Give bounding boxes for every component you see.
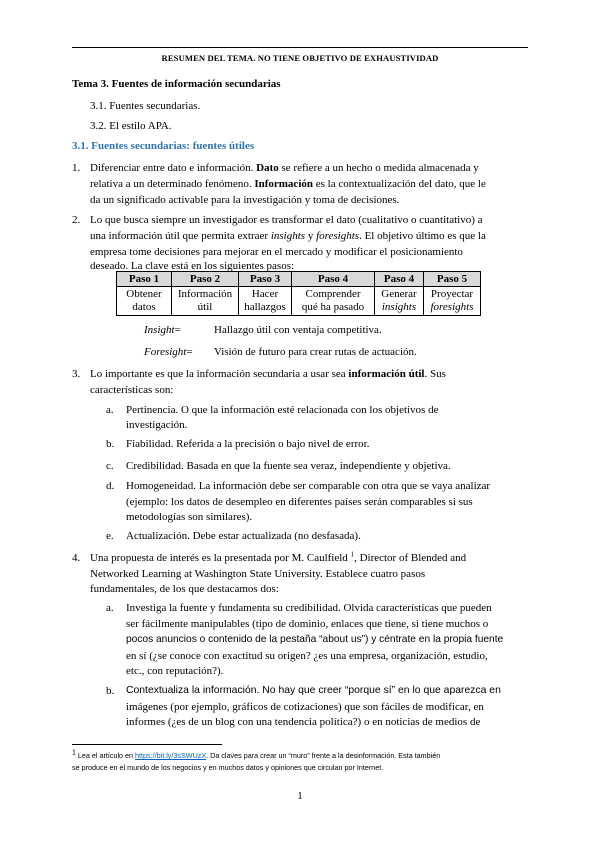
sub-letter: d. — [106, 480, 115, 492]
tema-title: Tema 3. Fuentes de información secundarias — [72, 78, 281, 90]
sub-line: (ejemplo: los datos de desempleo en diferentes países serán comparables si sus — [126, 496, 473, 508]
table-cell: Generar insights — [375, 287, 424, 316]
item2-line-2: una información útil que permita extraer insights y foresights. El objetivo último es que la — [90, 230, 486, 242]
table-header-cell: Paso 5 — [424, 272, 481, 287]
item-number: 2. — [72, 214, 81, 226]
item3-line-2: características son: — [90, 384, 174, 396]
item2-line-3: empresa tome decisiones para mejorar en el mercado y modificar el posicionamiento — [90, 246, 463, 258]
section-heading: 3.1. Fuentes secundarias: fuentes útiles — [72, 140, 255, 152]
footnote-ref[interactable]: 1 — [350, 550, 355, 559]
table-header-cell: Paso 2 — [172, 272, 239, 287]
sub-line: metodologías son similares). — [126, 511, 253, 523]
footnote-line-1: $^1$ Lea el artículo en https://bit.ly/3sSWUzX. Da claves para crear un “muro” frente a la desinformación. Esta también — [72, 749, 441, 760]
sub-line: imágenes (por ejemplo, gráficos de cotizaciones) que son fáciles de modificar, en — [126, 701, 484, 713]
definition-insight-text: Hallazgo útil con ventaja competitiva. — [214, 324, 382, 336]
sub-line: etc., con reputación?). — [126, 665, 224, 677]
table-header-cell: Paso 4 — [375, 272, 424, 287]
definition-foresight-text: Visión de futuro para crear rutas de actuación. — [214, 346, 417, 358]
sub-line: Actualización. Debe estar actualizada (no desfasada). — [126, 530, 361, 542]
table-cell: Información útil — [172, 287, 239, 316]
sub-letter: c. — [106, 460, 114, 472]
table-header-cell: Paso 3 — [239, 272, 292, 287]
table-header-row — [117, 272, 481, 287]
item4-line-2: Networked Learning at Washington State University. Establece cuatro pasos — [90, 568, 426, 580]
sub-letter: b. — [106, 685, 115, 697]
toc-item-1: 3.1. Fuentes secundarias. — [90, 100, 201, 112]
sub-line: informes (¿es de un blog con una tendencia política?) o en noticias de medios de — [126, 716, 481, 728]
sub-line: Pertinencia. O que la información esté relacionada con los objetivos de — [126, 404, 439, 416]
item2-line-1: Lo que busca siempre un investigador es transformar el dato (cualitativo o cuantitativo) a — [90, 214, 483, 226]
sub-letter: a. — [106, 602, 114, 614]
table-cell: Obtener datos — [117, 287, 172, 316]
sub-line: Investiga la fuente y fundamenta su credibilidad. Olvida características que pueden — [126, 602, 492, 614]
definition-foresight: Foresight= — [144, 346, 193, 358]
sub-line: investigación. — [126, 419, 188, 431]
toc-item-2: 3.2. El estilo APA. — [90, 120, 172, 132]
item4-line-1: Una propuesta de interés es la presentada por M. Caulfield $^1$, Director of Blended and — [90, 550, 467, 564]
header-rule — [72, 47, 528, 48]
footnote-rule — [72, 744, 222, 745]
item1-line-2: relativa a un determinado fenómeno. Información es la contextualización del dato, que le — [90, 178, 486, 190]
sub-line: Fiabilidad. Referida a la precisión o bajo nivel de error. — [126, 438, 370, 450]
steps-table — [116, 271, 481, 316]
item1-line-1: Diferenciar entre dato e información. Dato se refiere a un hecho o medida almacenada y — [90, 162, 479, 174]
sub-line: pocos anuncios o contenido de la pestaña “about us”) y céntrate en la propia fuente — [126, 634, 504, 645]
table-cell: Proyectar foresights — [424, 287, 481, 316]
sub-letter: a. — [106, 404, 114, 416]
footnote-line-2: se produce en el mundo de los negocios y en muchos datos y opiniones que circulan por Internet. — [72, 763, 384, 772]
sub-line: en sí (¿se conoce con exactitud su origen? ¿es una empresa, organización, estudio, — [126, 650, 488, 662]
item-number: 4. — [72, 552, 81, 564]
header-title: RESUMEN DEL TEMA. NO TIENE OBJETIVO DE EXHAUSTIVIDAD — [161, 53, 439, 63]
sub-line: Contextualiza la información. No hay que creer “porque sí” en lo que aparezca en — [126, 685, 501, 696]
definition-insight: Insight= — [144, 324, 181, 336]
item-number: 1. — [72, 162, 81, 174]
item3-line-1: Lo importante es que la información secundaria a usar sea información útil. Sus — [90, 368, 446, 380]
sub-line: Credibilidad. Basada en que la fuente sea veraz, independiente y objetiva. — [126, 460, 451, 472]
table-cell: Hacer hallazgos — [239, 287, 292, 316]
page-number: 1 — [297, 790, 303, 802]
item-number: 3. — [72, 368, 81, 380]
sub-letter: b. — [106, 438, 115, 450]
table-row — [117, 287, 481, 316]
item1-line-3: da un significado activable para la investigación y toma de decisiones. — [90, 194, 400, 206]
sub-letter: e. — [106, 530, 114, 542]
table-header-cell: Paso 4 — [292, 272, 375, 287]
item2-line-4: deseado. La clave está en los siguientes pasos: — [90, 260, 295, 272]
item4-line-3: fundamentales, de los que destacamos dos: — [90, 583, 279, 595]
footnote-link[interactable]: https://bit.ly/3sSWUzX — [135, 751, 207, 760]
sub-line: Homogeneidad. La información debe ser comparable con otra que se vaya analizar — [126, 480, 491, 492]
table-header-cell: Paso 1 — [117, 272, 172, 287]
table-cell: Comprender qué ha pasado — [292, 287, 375, 316]
sub-line: ser fácilmente manipulables (tipo de dominio, enlaces que tiene, si tiene muchos o — [126, 618, 489, 630]
